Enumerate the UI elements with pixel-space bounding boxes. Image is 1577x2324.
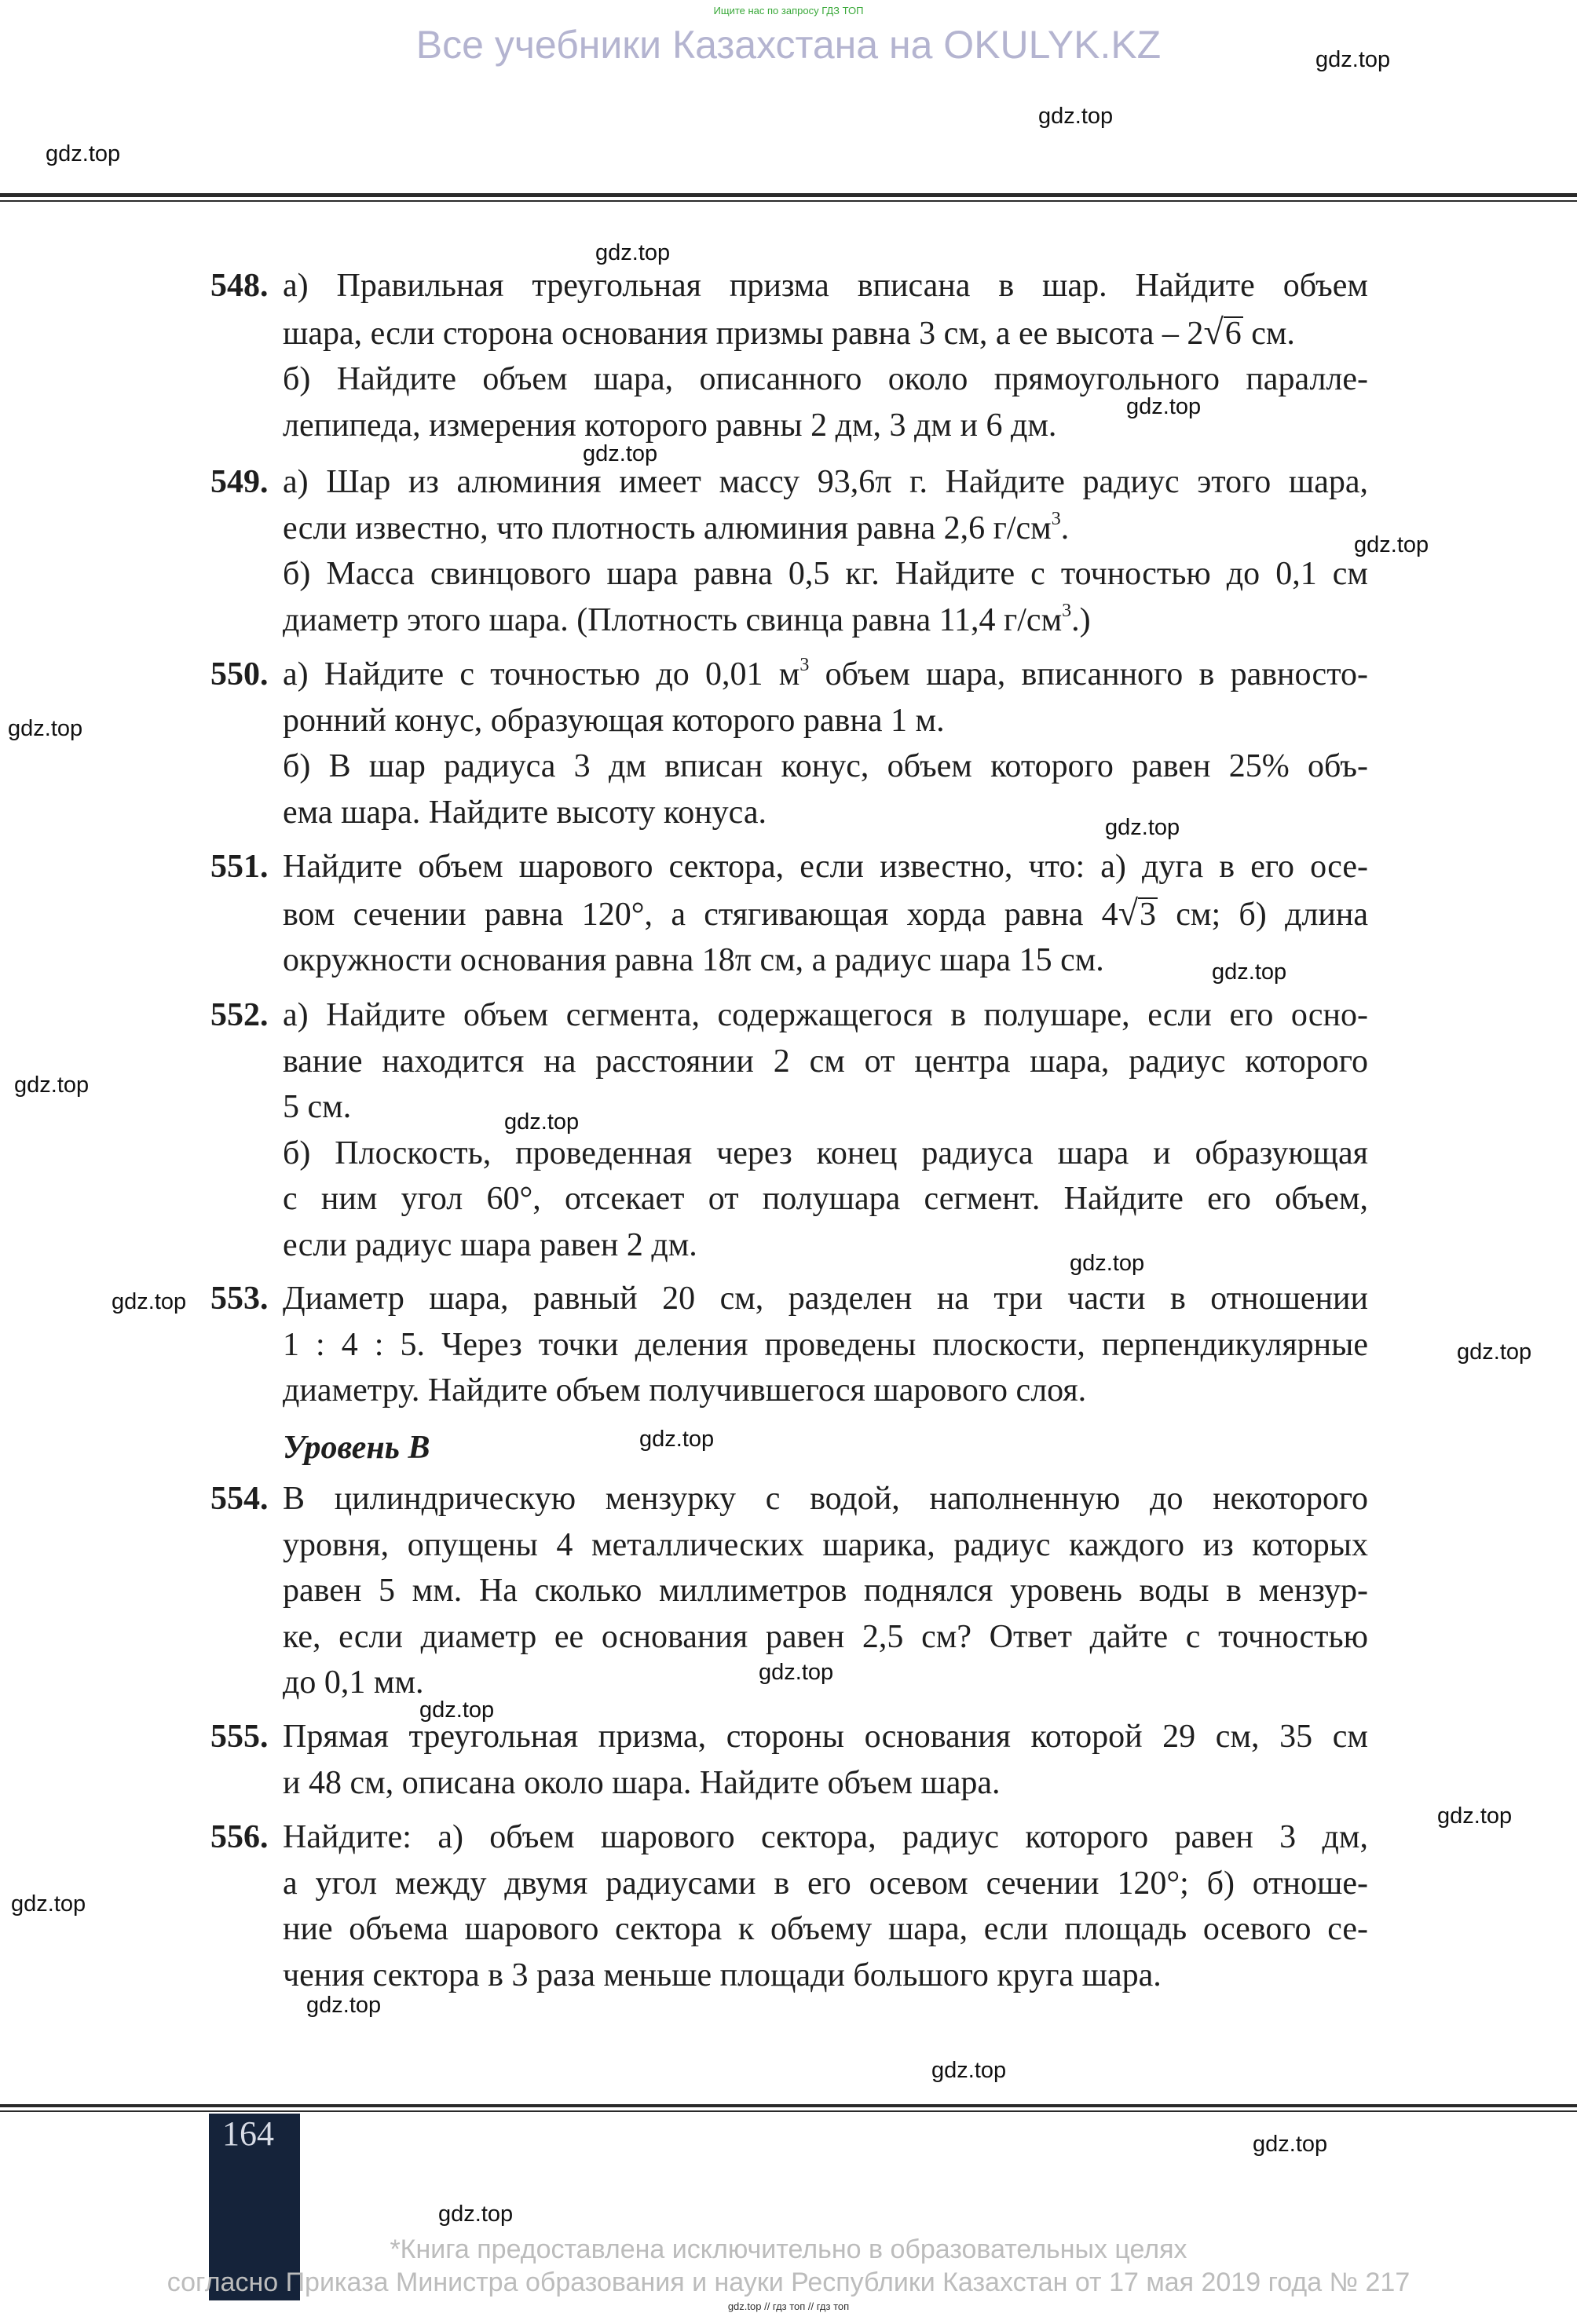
watermark-gdz-top: gdz.top: [112, 1289, 187, 1314]
watermark-gdz-top: gdz.top: [583, 441, 658, 466]
problem-number: 556.: [210, 1819, 269, 1855]
watermark-gdz-top: gdz.top: [306, 1993, 382, 2018]
watermark-gdz-top: gdz.top: [46, 141, 121, 166]
problem-line: диаметру. Найдите объем получившегося шарового слоя.: [283, 1372, 1087, 1409]
problem-number: 550.: [210, 656, 269, 692]
problem-line: а) Найдите с точностью до 0,01 $м^3$ объем шара, вписанного в равносто-: [283, 655, 1368, 692]
problem-line: а) Шар из алюминия имеет массу 93,6π г. Найдите радиус этого шара,: [283, 464, 1368, 500]
problem-line: уровня, опущены 4 металлических шарика, радиус каждого из которых: [283, 1526, 1368, 1563]
watermark-gdz-top: gdz.top: [1315, 47, 1391, 72]
watermark-gdz-top: gdz.top: [1354, 532, 1429, 557]
problem-549: [210, 459, 1368, 643]
problem-line: до 0,1 мм.: [283, 1664, 424, 1701]
problem-line: окружности основания равна 18π см, а радиус шара 15 см.: [283, 942, 1104, 978]
watermark-gdz-top: gdz.top: [419, 1697, 495, 1723]
level-heading: Уровень В: [283, 1430, 430, 1466]
problem-number: 554.: [210, 1481, 269, 1517]
problem-number: 551.: [210, 849, 269, 885]
watermark-gdz-top: gdz.top: [438, 2202, 514, 2227]
problem-line: равен 5 мм. На сколько миллиметров поднялся уровень воды в мензур-: [283, 1573, 1368, 1609]
watermark-gdz-top: gdz.top: [11, 1891, 86, 1917]
footer-note-line2: согласно Приказа Министра образования и науки Республики Казахстан от 17 мая 2019 года № 217: [166, 2267, 1411, 2297]
problem-line: б) В шар радиуса 3 дм вписан конус, объем которого равен 25% объ-: [283, 748, 1368, 784]
problem-line: ке, если диаметр ее основания равен 2,5 см? Ответ дайте с точностью: [283, 1618, 1368, 1655]
problem-line: ронний конус, образующая которого равна 1 м.: [283, 702, 945, 739]
problem-line: диаметр этого шара. (Плотность свинца равна 11,4 $г/см^3$.): [283, 600, 1091, 638]
problem-number: 549.: [210, 464, 269, 500]
problem-555: [210, 1714, 1368, 1806]
footer-rule-thin: [0, 2110, 1577, 2112]
problem-line: Найдите объем шарового сектора, если известно, что: а) дуга в его осе-: [283, 849, 1368, 885]
problem-line: Найдите: а) объем шарового сектора, радиус которого равен 3 дм,: [283, 1819, 1368, 1855]
problem-line: а угол между двумя радиусами в его осевом сечении 120°; б) отноше-: [283, 1865, 1368, 1902]
problem-line: а) Правильная треугольная призма вписана в шар. Найдите объем: [283, 268, 1368, 304]
problem-line: с ним угол 60°, отсекает от полушара сегмент. Найдите его объем,: [283, 1181, 1368, 1217]
problem-line: Диаметр шара, равный 20 см, разделен на три части в отношении: [283, 1281, 1368, 1317]
problem-line: б) Плоскость, проведенная через конец радиуса шара и образующая: [283, 1135, 1368, 1171]
footer-note-line1: *Книга предоставлена исключительно в образовательных целях: [390, 2234, 1187, 2264]
problem-line: шара, если сторона основания призмы равна 3 см, а ее высота – 2√6 см.: [283, 311, 1295, 352]
watermark-gdz-top: gdz.top: [1126, 394, 1202, 419]
watermark-gdz-top: gdz.top: [1038, 104, 1114, 129]
problem-line: если радиус шара равен 2 дм.: [283, 1226, 697, 1263]
problem-line: 1 : 4 : 5. Через точки деления проведены плоскости, перпендикулярные: [283, 1326, 1368, 1363]
problem-number: 552.: [210, 997, 269, 1033]
watermark-gdz-top: gdz.top: [931, 2058, 1007, 2083]
problem-548: [210, 263, 1368, 448]
watermark-gdz-top: gdz.top: [595, 240, 671, 265]
header-rule: [0, 193, 1577, 197]
watermark-gdz-top: gdz.top: [1070, 1251, 1145, 1276]
problem-line: В цилиндрическую мензурку с водой, наполненную до некоторого: [283, 1481, 1368, 1517]
problem-line: ема шара. Найдите высоту конуса.: [283, 794, 767, 831]
watermark-gdz-top: gdz.top: [639, 1427, 715, 1452]
watermark-gdz-top: gdz.top: [1253, 2132, 1328, 2157]
site-banner[interactable]: Все учебники Казахстана на OKULYK.KZ: [415, 23, 1162, 67]
top-note: Ищите нас по запросу ГДЗ ТОП: [713, 5, 864, 16]
problem-number: 555.: [210, 1719, 269, 1755]
problem-line: 5 см.: [283, 1089, 352, 1125]
problem-line: ние объема шарового сектора к объему шара, если площадь осевого се-: [283, 1911, 1368, 1947]
problem-line: б) Масса свинцового шара равна 0,5 кг. Найдите с точностью до 0,1 см: [283, 556, 1368, 592]
problem-line: если известно, что плотность алюминия равна 2,6 $г/см^3$.: [283, 508, 1070, 546]
problem-line: б) Найдите объем шара, описанного около прямоугольного паралле-: [283, 361, 1368, 397]
watermark-gdz-top: gdz.top: [759, 1660, 834, 1685]
problem-552: [210, 992, 1368, 1268]
problem-550: [210, 652, 1368, 835]
problem-number: 548.: [210, 268, 269, 304]
problem-line: чения сектора в 3 раза меньше площади большого круга шара.: [283, 1957, 1162, 1993]
watermark-gdz-top: gdz.top: [8, 716, 83, 741]
watermark-gdz-top: gdz.top: [1437, 1803, 1513, 1829]
footer-rule: [0, 2104, 1577, 2107]
problem-line: вом сечении равна 120°, а стягивающая хорда равна 4√3 см; б) длина: [283, 892, 1368, 933]
watermark-gdz-top: gdz.top: [1105, 815, 1180, 840]
problem-553: [210, 1276, 1368, 1414]
problem-line: вание находится на расстоянии 2 см от центра шара, радиус которого: [283, 1043, 1368, 1080]
problem-line: лепипеда, измерения которого равны 2 дм, 3 дм и 6 дм.: [283, 407, 1057, 444]
problem-number: 553.: [210, 1281, 269, 1317]
watermark-gdz-top: gdz.top: [504, 1109, 580, 1135]
problem-line: Прямая треугольная призма, стороны основания которой 29 см, 35 см: [283, 1719, 1368, 1755]
watermark-gdz-top: gdz.top: [1212, 959, 1287, 985]
problem-line: а) Найдите объем сегмента, содержащегося в полушаре, если его осно-: [283, 997, 1368, 1033]
footer-tiny: gdz.top // гдз топ // гдз топ: [727, 2300, 850, 2312]
watermark-gdz-top: gdz.top: [14, 1072, 90, 1098]
problem-551: [210, 844, 1368, 984]
page-number: 164: [222, 2114, 274, 2153]
watermark-gdz-top: gdz.top: [1457, 1339, 1532, 1365]
problem-line: и 48 см, описана около шара. Найдите объем шара.: [283, 1764, 1001, 1801]
problem-556: [210, 1814, 1368, 1998]
header-rule-thin: [0, 200, 1577, 202]
